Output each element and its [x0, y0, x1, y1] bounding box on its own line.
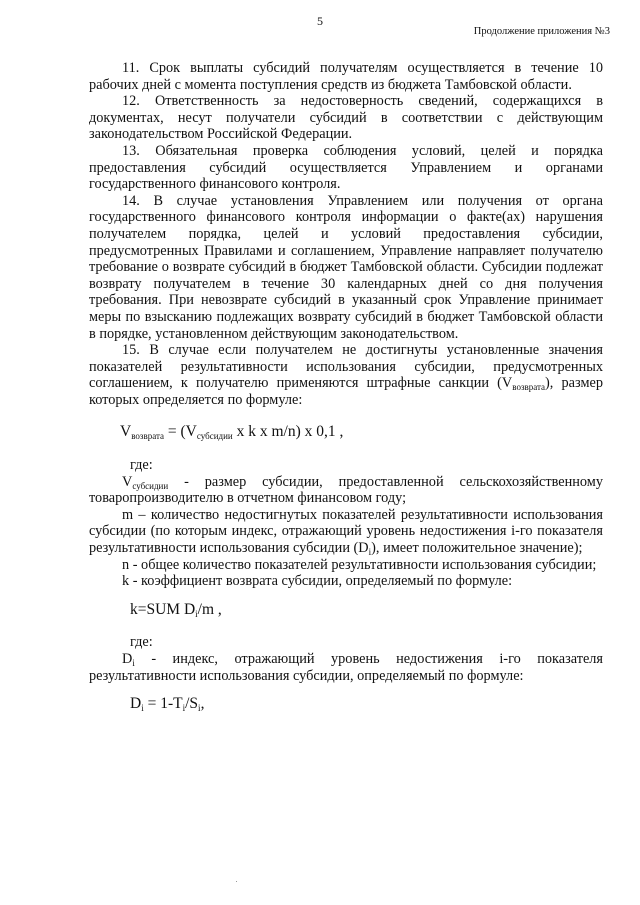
page-header: Продолжение приложения №3 — [473, 26, 610, 37]
definition-n: n - общее количество показателей результативности использования субсидии; — [122, 556, 597, 573]
formula-d-b: = 1-T — [143, 695, 183, 713]
definition-m-tail: ), имеет положительное значение); — [371, 540, 583, 557]
formula-k-a: k=SUM D — [130, 600, 196, 618]
formula-k-b: /m , — [197, 600, 222, 618]
formula-penalty — [120, 424, 603, 441]
definition-v-text: - размер субсидии, предоставленной сельскохозяйственному товаропроизводителю в отчетном финансовом году; — [89, 473, 603, 507]
formula-d-sub1: i — [141, 703, 144, 714]
definition-k: k - коэффициент возврата субсидии, определяемый по формуле: — [122, 573, 513, 590]
page-number: 5 — [317, 14, 323, 28]
definition-d-symbol: D — [122, 651, 133, 667]
definition-m-sub: i — [368, 547, 372, 558]
scan-speck — [236, 881, 237, 882]
formula-penalty-sub2: субсидии — [196, 431, 233, 442]
definition-v-sub: субсидии — [132, 480, 169, 491]
formula-penalty-tail: x k x m/n) x 0,1 , — [232, 423, 344, 441]
formula-penalty-v: V — [120, 423, 132, 441]
formula-penalty-mid: = (V — [164, 423, 197, 441]
paragraph-13: 13. Обязательная проверка соблюдения условий, целей и порядка предоставления субсидий осуществляется Управлением и органами государственного финансового контроля. — [89, 142, 603, 193]
definition-d-text: - индекс, отражающий уровень недостижения i-го показателя результативности использования субсидии, определяемый по формуле: — [89, 651, 603, 684]
formula-d-a: D — [130, 695, 142, 713]
paragraph-14: 14. В случае установления Управлением или получения от органа государственного финансового контроля информации о факте(ах) нарушения получателем порядка, целей и условий предоставления субсидии, предусмотренных Правилами и соглашением, Управление направляет получателю требование о возврате субсидий в бюджет Тамбовской области. Субсидии подлежат возврату получателем в течение 30 календарных дней со дня получения требования. При невозврате субсидий в указанный срок Управление принимает меры по взысканию подлежащих возврату субсидий в бюджет Тамбовской области в порядке, установленном действующим законодательством. — [89, 192, 603, 342]
formula-d — [130, 696, 603, 713]
formula-d-sub3: i — [198, 703, 201, 714]
where-label-1: где: — [130, 457, 153, 474]
definition-m — [89, 507, 603, 557]
paragraph-15-text: 15. В случае если получателем не достигнуты установленные значения показателей результативности использования субсидии, предусмотренных соглашением, к получателю применяются штрафные санкции (V — [89, 342, 603, 392]
paragraph-15 — [89, 342, 603, 408]
definition-d — [89, 651, 603, 684]
definition-d-sub: i — [132, 658, 135, 668]
paragraph-15-tail: ), размер которых определяется по формуле: — [89, 375, 604, 408]
formula-k — [130, 602, 603, 619]
document-body — [89, 60, 603, 713]
definition-m-text: m – количество недостигнутых показателей результативности использования субсидии (по которым индекс, отражающий уровень недостижения i-го показателя результативности использования субсидии (D — [89, 506, 603, 557]
where-label-2: где: — [130, 634, 153, 651]
definition-v — [89, 474, 603, 507]
formula-penalty-sub1: возврата — [131, 431, 164, 442]
paragraph-15-sub: возврата — [512, 382, 546, 393]
definition-v-symbol: V — [122, 473, 133, 490]
paragraph-12: 12. Ответственность за недостоверность сведений, содержащихся в документах, несут получатели субсидий в соответствии с действующим законодательством Российской Федерации. — [89, 93, 603, 143]
paragraph-11: 11. Срок выплаты субсидий получателям осуществляется в течение 10 рабочих дней с момента поступления средств из бюджета Тамбовской области. — [89, 60, 603, 93]
formula-k-sub: i — [195, 608, 198, 619]
formula-d-c: /S — [185, 695, 199, 713]
formula-d-sub2: i — [182, 703, 186, 714]
formula-d-d: , — [200, 695, 205, 713]
